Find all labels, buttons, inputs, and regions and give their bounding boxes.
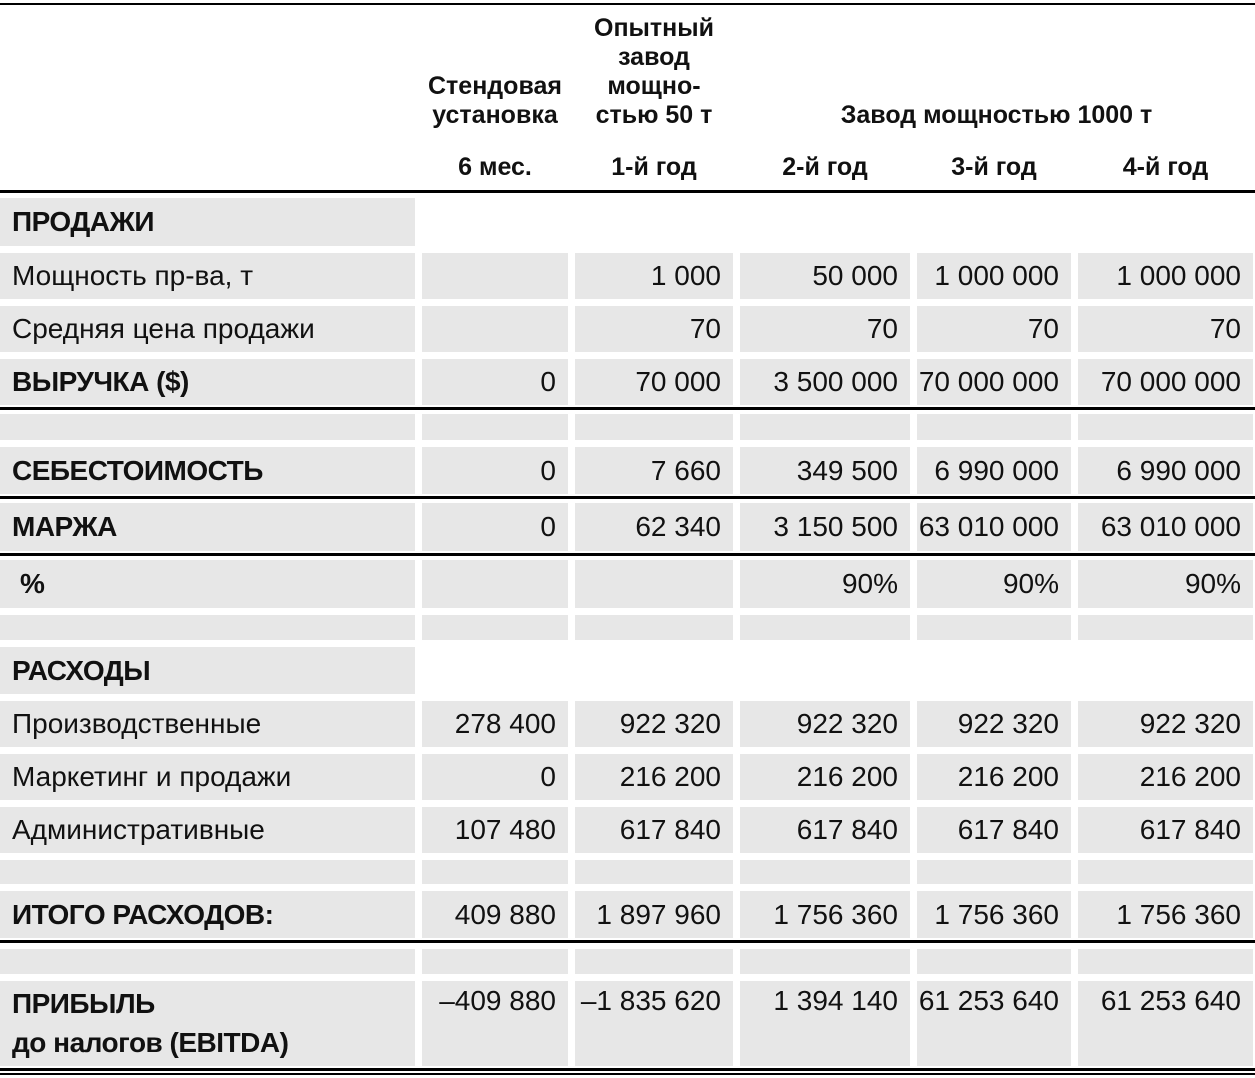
value-cell-production: 922 320: [917, 701, 1071, 747]
value-cell-marketing: 216 200: [740, 754, 910, 800]
value-cell-production: 922 320: [575, 701, 733, 747]
spacer-cell: [740, 860, 910, 884]
row-rule-total: [0, 940, 1255, 943]
period-header: 6 мес.: [458, 152, 532, 181]
value-cell-marketing: 216 200: [917, 754, 1071, 800]
spacer-cell: [1078, 860, 1253, 884]
spacer-cell: [575, 860, 733, 884]
empty-cell: [740, 198, 910, 246]
empty-cell: [1078, 198, 1253, 246]
value-cell-profit: 61 253 640: [1078, 981, 1253, 1066]
spacer-cell: [0, 615, 415, 640]
spacer-cell: [422, 860, 568, 884]
value-cell-capacity: 1 000 000: [1078, 253, 1253, 299]
value-cell-revenue: 0: [422, 359, 568, 405]
value-cell-margin: 62 340: [575, 503, 733, 551]
value-cell-production: 922 320: [740, 701, 910, 747]
spacer-cell: [740, 949, 910, 974]
empty-cell: [422, 198, 568, 246]
empty-cell: [917, 198, 1071, 246]
header-stand-installation: [422, 8, 568, 136]
value-cell-margin: 3 150 500: [740, 503, 910, 551]
value-cell-price: [422, 306, 568, 352]
value-cell-admin: 107 480: [422, 807, 568, 853]
spacer-cell: [0, 860, 415, 884]
value-cell-revenue: 70 000: [575, 359, 733, 405]
value-cell-revenue: 70 000 000: [917, 359, 1071, 405]
value-cell-margin: 63 010 000: [1078, 503, 1253, 551]
value-cell-marketing: 0: [422, 754, 568, 800]
row-label-admin: Административные: [0, 807, 415, 853]
spacer-cell: [0, 949, 415, 974]
row-label-marketing: Маркетинг и продажи: [0, 754, 415, 800]
value-cell-percent: [575, 560, 733, 608]
value-cell-total: 1 756 360: [1078, 891, 1253, 938]
header-line: завод: [618, 43, 690, 71]
value-cell-capacity: [422, 253, 568, 299]
period-header: 3-й год: [951, 152, 1037, 181]
row-label-profit: [0, 981, 415, 1066]
value-cell-admin: 617 840: [1078, 807, 1253, 853]
value-cell-production: 922 320: [1078, 701, 1253, 747]
spacer-cell: [422, 949, 568, 974]
value-cell-price: 70: [575, 306, 733, 352]
top-rule: [0, 3, 1255, 5]
spacer-cell: [422, 615, 568, 640]
empty-cell: [740, 647, 910, 694]
value-cell-profit: 61 253 640: [917, 981, 1071, 1066]
value-cell-profit: –1 835 620: [575, 981, 733, 1066]
header-line: установка: [432, 101, 558, 129]
value-cell-cost: 0: [422, 447, 568, 494]
spacer-cell: [917, 949, 1071, 974]
value-cell-marketing: 216 200: [575, 754, 733, 800]
value-cell-margin: 63 010 000: [917, 503, 1071, 551]
value-cell-margin: 0: [422, 503, 568, 551]
value-cell-profit: 1 394 140: [740, 981, 910, 1066]
spacer-cell: [575, 615, 733, 640]
value-cell-cost: 349 500: [740, 447, 910, 494]
value-cell-revenue: 3 500 000: [740, 359, 910, 405]
value-cell-price: 70: [917, 306, 1071, 352]
header-line: Стендовая: [428, 72, 562, 100]
section-title-expenses_title: РАСХОДЫ: [0, 647, 415, 694]
value-cell-percent: 90%: [740, 560, 910, 608]
value-cell-admin: 617 840: [740, 807, 910, 853]
value-cell-price: 70: [1078, 306, 1253, 352]
empty-cell: [917, 647, 1071, 694]
header-line: Опытный: [594, 14, 714, 42]
value-cell-total: 1 756 360: [740, 891, 910, 938]
value-cell-percent: 90%: [917, 560, 1071, 608]
empty-cell: [422, 647, 568, 694]
period-header: 2-й год: [782, 152, 868, 181]
value-cell-total: 1 756 360: [917, 891, 1071, 938]
row-label-total: ИТОГО РАСХОДОВ:: [0, 891, 415, 938]
spacer-cell: [917, 615, 1071, 640]
value-cell-cost: 7 660: [575, 447, 733, 494]
row-label-percent: %: [0, 560, 415, 608]
value-cell-production: 278 400: [422, 701, 568, 747]
value-cell-percent: 90%: [1078, 560, 1253, 608]
row-label-margin: МАРЖА: [0, 503, 415, 551]
row-rule-margin: [0, 553, 1255, 556]
empty-cell: [1078, 647, 1253, 694]
empty-cell: [575, 198, 733, 246]
empty-cell: [575, 647, 733, 694]
section-title-sales_title: ПРОДАЖИ: [0, 198, 415, 246]
row-label-production: Производственные: [0, 701, 415, 747]
profit-label-line: ПРИБЫЛЬ: [12, 988, 155, 1019]
header-line: стью 50 т: [595, 101, 713, 129]
row-rule-revenue: [0, 407, 1255, 410]
value-cell-total: 409 880: [422, 891, 568, 938]
profit-label-line: до налогов (EBITDA): [12, 1027, 289, 1058]
period-blank-cell: [0, 144, 415, 190]
spacer-cell: [740, 414, 910, 440]
row-label-cost: СЕБЕСТОИМОСТЬ: [0, 447, 415, 494]
value-cell-revenue: 70 000 000: [1078, 359, 1253, 405]
spacer-cell: [422, 414, 568, 440]
header-blank-cell: [0, 8, 415, 136]
value-cell-capacity: 1 000 000: [917, 253, 1071, 299]
spacer-cell: [917, 860, 1071, 884]
header-line: мощно-: [607, 72, 701, 100]
header-pilot-plant: [575, 8, 733, 136]
value-cell-capacity: 50 000: [740, 253, 910, 299]
header-plant-1000t: Завод мощностью 1000 т: [840, 101, 1153, 129]
row-label-price: Средняя цена продажи: [0, 306, 415, 352]
spacer-cell: [1078, 414, 1253, 440]
value-cell-percent: [422, 560, 568, 608]
period-header: 1-й год: [611, 152, 697, 181]
bottom-rule: [0, 1073, 1255, 1075]
spacer-cell: [917, 414, 1071, 440]
header-bottom-rule: [0, 190, 1255, 193]
row-rule-cost: [0, 496, 1255, 499]
spacer-cell: [1078, 615, 1253, 640]
value-cell-profit: –409 880: [422, 981, 568, 1066]
value-cell-admin: 617 840: [917, 807, 1071, 853]
value-cell-cost: 6 990 000: [917, 447, 1071, 494]
value-cell-capacity: 1 000: [575, 253, 733, 299]
row-label-capacity: Мощность пр-ва, т: [0, 253, 415, 299]
spacer-cell: [575, 414, 733, 440]
value-cell-admin: 617 840: [575, 807, 733, 853]
value-cell-marketing: 216 200: [1078, 754, 1253, 800]
spacer-cell: [0, 414, 415, 440]
spacer-cell: [575, 949, 733, 974]
row-rule-profit: [0, 1068, 1255, 1071]
period-header: 4-й год: [1122, 152, 1209, 181]
value-cell-price: 70: [740, 306, 910, 352]
spacer-cell: [740, 615, 910, 640]
value-cell-cost: 6 990 000: [1078, 447, 1253, 494]
spacer-cell: [1078, 949, 1253, 974]
row-label-revenue: ВЫРУЧКА ($): [0, 359, 415, 405]
value-cell-total: 1 897 960: [575, 891, 733, 938]
